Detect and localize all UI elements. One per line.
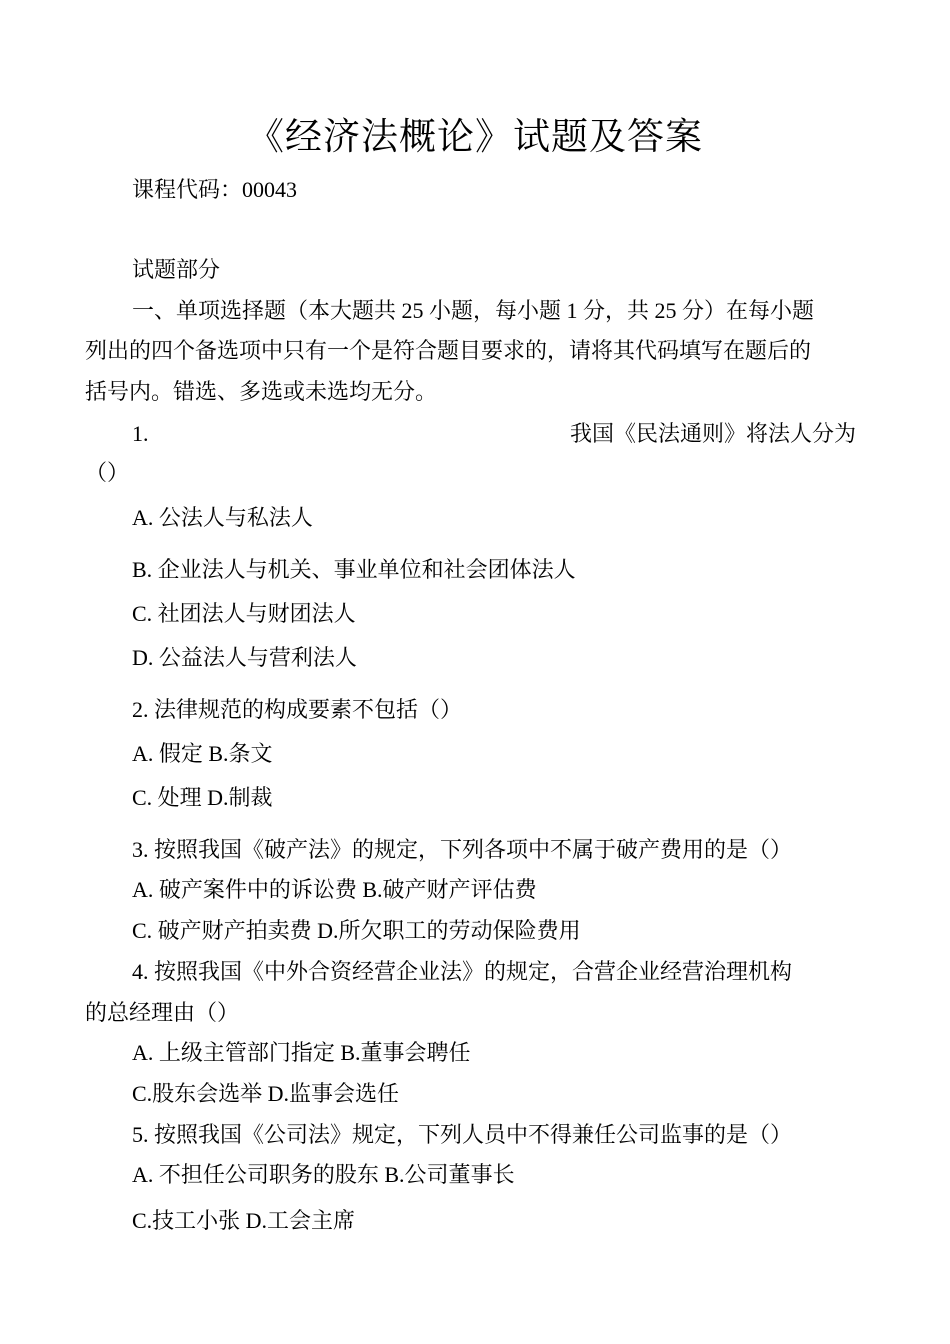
question-4-stem: 4. 按照我国《中外合资经营企业法》的规定，合营企业经营治理机构 <box>132 959 793 984</box>
course-code: 课程代码：00043 <box>132 177 298 202</box>
question-1-stem-line <box>132 419 856 449</box>
question-2-option-cd: C. 处理 D.制裁 <box>132 785 273 810</box>
question-4-stem-cont: 的总经理由（） <box>85 1000 240 1025</box>
question-2-stem: 2. 法律规范的构成要素不包括（） <box>132 697 463 722</box>
instructions-line-1: 一、单项选择题（本大题共 25 小题，每小题 1 分，共 25 分）在每小题 <box>132 298 815 323</box>
question-1-stem-cont: （） <box>85 460 130 485</box>
question-1-option-d: D. 公益法人与营利法人 <box>132 645 357 670</box>
instructions-line-2: 列出的四个备选项中只有一个是符合题目要求的，请将其代码填写在题后的 <box>85 338 812 363</box>
question-5-option-cd: C.技工小张 D.工会主席 <box>132 1208 356 1233</box>
question-1-option-a: A. 公法人与私法人 <box>132 505 313 530</box>
question-4-option-cd: C.股东会选举 D.监事会选任 <box>132 1081 400 1106</box>
question-2-option-ab: A. 假定 B.条文 <box>132 741 273 766</box>
question-4-option-ab: A. 上级主管部门指定 B.董事会聘任 <box>132 1040 471 1065</box>
instructions-line-3: 括号内。错选、多选或未选均无分。 <box>85 379 438 404</box>
document-title: 《经济法概论》试题及答案 <box>247 117 703 158</box>
question-5-option-ab: A. 不担任公司职务的股东 B.公司董事长 <box>132 1162 515 1187</box>
question-1-option-b: B. 企业法人与机关、事业单位和社会团体法人 <box>132 557 576 582</box>
question-5-stem: 5. 按照我国《公司法》规定，下列人员中不得兼任公司监事的是（） <box>132 1122 793 1147</box>
question-3-option-ab: A. 破产案件中的诉讼费 B.破产财产评估费 <box>132 877 537 902</box>
section-label: 试题部分 <box>132 257 221 282</box>
question-1-option-c: C. 社团法人与财团法人 <box>132 601 356 626</box>
question-1-stem: 我国《民法通则》将法人分为 <box>569 421 856 446</box>
question-3-option-cd: C. 破产财产拍卖费 D.所欠职工的劳动保险费用 <box>132 918 581 943</box>
question-3-stem: 3. 按照我国《破产法》的规定，下列各项中不属于破产费用的是（） <box>132 837 793 862</box>
question-1-number: 1. <box>132 421 149 446</box>
